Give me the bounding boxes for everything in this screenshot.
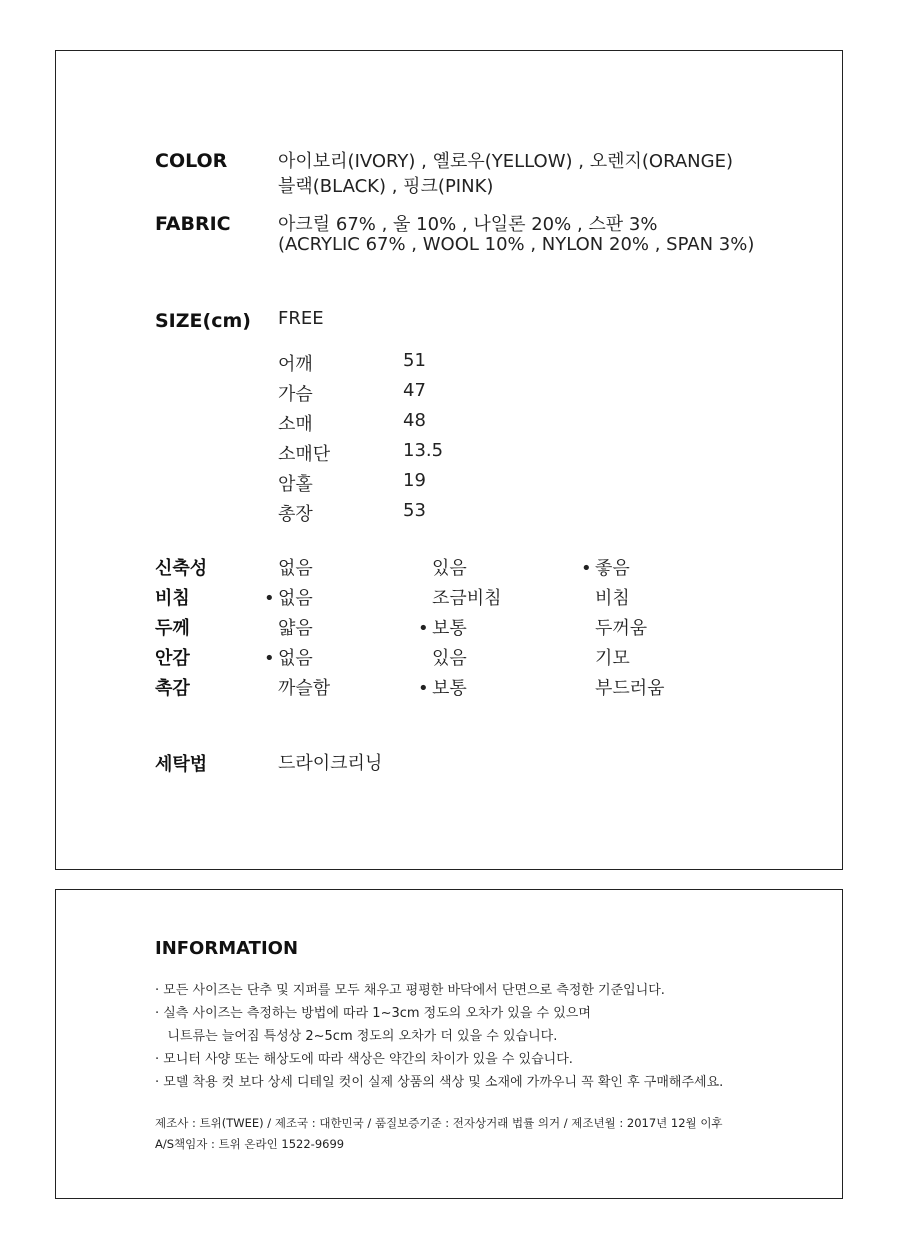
property-option-text: 두꺼움 <box>595 618 648 639</box>
info-line: 니트류는 늘어짐 특성상 2~5cm 정도의 오차가 더 있을 수 있습니다. <box>155 1029 558 1044</box>
size-row-value: 53 <box>403 500 426 521</box>
info-line: · 모델 착용 컷 보다 상세 디테일 컷이 실제 상품의 색상 및 소재에 가까우니 꼭 확인 후 구매해주세요. <box>155 1075 724 1090</box>
property-label: 신축성 <box>155 558 208 579</box>
property-option <box>278 554 313 580</box>
color-value-line1: 아이보리(IVORY) , 옐로우(YELLOW) , 오렌지(ORANGE) <box>278 151 733 172</box>
information-title: INFORMATION <box>155 938 299 959</box>
property-option-selected <box>264 584 313 610</box>
wash-label: 세탁법 <box>155 754 208 775</box>
property-option-text: 없음 <box>278 558 313 579</box>
bullet-icon: • <box>418 678 429 699</box>
property-option-text: 좋음 <box>595 558 630 579</box>
property-option <box>432 554 467 580</box>
property-option-text: 기모 <box>595 648 630 669</box>
as-contact-info: A/S책임자 : 트위 온라인 1522-9699 <box>155 1137 345 1151</box>
property-option <box>432 644 467 670</box>
property-option-text: 비침 <box>595 588 630 609</box>
size-row-name: 소매단 <box>278 444 331 465</box>
size-row-name: 소매 <box>278 414 313 435</box>
property-label: 촉감 <box>155 678 190 699</box>
fabric-value-line1: 아크릴 67% , 울 10% , 나일론 20% , 스판 3% <box>278 214 658 235</box>
property-option <box>595 644 630 670</box>
size-row-name: 어깨 <box>278 354 313 375</box>
property-option-text: 조금비침 <box>432 588 502 609</box>
property-option-text: 얇음 <box>278 618 313 639</box>
property-option <box>595 674 665 700</box>
size-row-value: 48 <box>403 410 426 431</box>
size-row-value: 51 <box>403 350 426 371</box>
info-line: · 모니터 사양 또는 해상도에 따라 색상은 약간의 차이가 있을 수 있습니다. <box>155 1052 573 1067</box>
property-option-text: 부드러움 <box>595 678 665 699</box>
property-label: 비침 <box>155 588 190 609</box>
bullet-icon: • <box>264 588 275 609</box>
wash-value: 드라이크리닝 <box>278 753 383 774</box>
property-option-text: 없음 <box>278 648 313 669</box>
property-option-selected <box>418 614 467 640</box>
property-option <box>432 584 502 610</box>
information-panel <box>55 889 843 1199</box>
color-value-line2: 블랙(BLACK) , 핑크(PINK) <box>278 176 494 197</box>
size-row-name: 총장 <box>278 504 313 525</box>
property-option-selected <box>418 674 467 700</box>
manufacturer-info: 제조사 : 트위(TWEE) / 제조국 : 대한민국 / 품질보증기준 : 전자상거래 법률 의거 / 제조년월 : 2017년 12월 이후 <box>155 1116 723 1130</box>
size-label: SIZE(cm) <box>155 310 251 332</box>
property-option-selected <box>581 554 630 580</box>
color-label: COLOR <box>155 150 228 172</box>
property-option-selected <box>264 644 313 670</box>
bullet-icon: • <box>581 558 592 579</box>
property-option <box>595 614 647 640</box>
size-row-value: 19 <box>403 470 426 491</box>
size-free: FREE <box>278 308 324 329</box>
size-row-name: 암홀 <box>278 474 313 495</box>
size-row-name: 가슴 <box>278 384 313 405</box>
fabric-value-line2: (ACRYLIC 67% , WOOL 10% , NYLON 20% , SPAN 3%) <box>278 234 755 255</box>
property-option-text: 보통 <box>432 678 467 699</box>
bullet-icon: • <box>418 618 429 639</box>
bullet-icon: • <box>264 648 275 669</box>
property-option-text: 있음 <box>432 648 467 669</box>
size-row-value: 47 <box>403 380 426 401</box>
property-option-text: 까슬함 <box>278 678 331 699</box>
property-option <box>278 674 330 700</box>
info-line: · 모든 사이즈는 단추 및 지퍼를 모두 채우고 평평한 바닥에서 단면으로 측정한 기준입니다. <box>155 983 665 998</box>
fabric-label: FABRIC <box>155 213 231 235</box>
property-label: 안감 <box>155 648 190 669</box>
property-option <box>595 584 630 610</box>
property-option-text: 있음 <box>432 558 467 579</box>
info-line: · 실측 사이즈는 측정하는 방법에 따라 1~3cm 정도의 오차가 있을 수 있으며 <box>155 1006 591 1021</box>
property-label: 두께 <box>155 618 190 639</box>
property-option-text: 보통 <box>432 618 467 639</box>
property-option <box>278 614 313 640</box>
size-row-value: 13.5 <box>403 440 444 461</box>
property-option-text: 없음 <box>278 588 313 609</box>
